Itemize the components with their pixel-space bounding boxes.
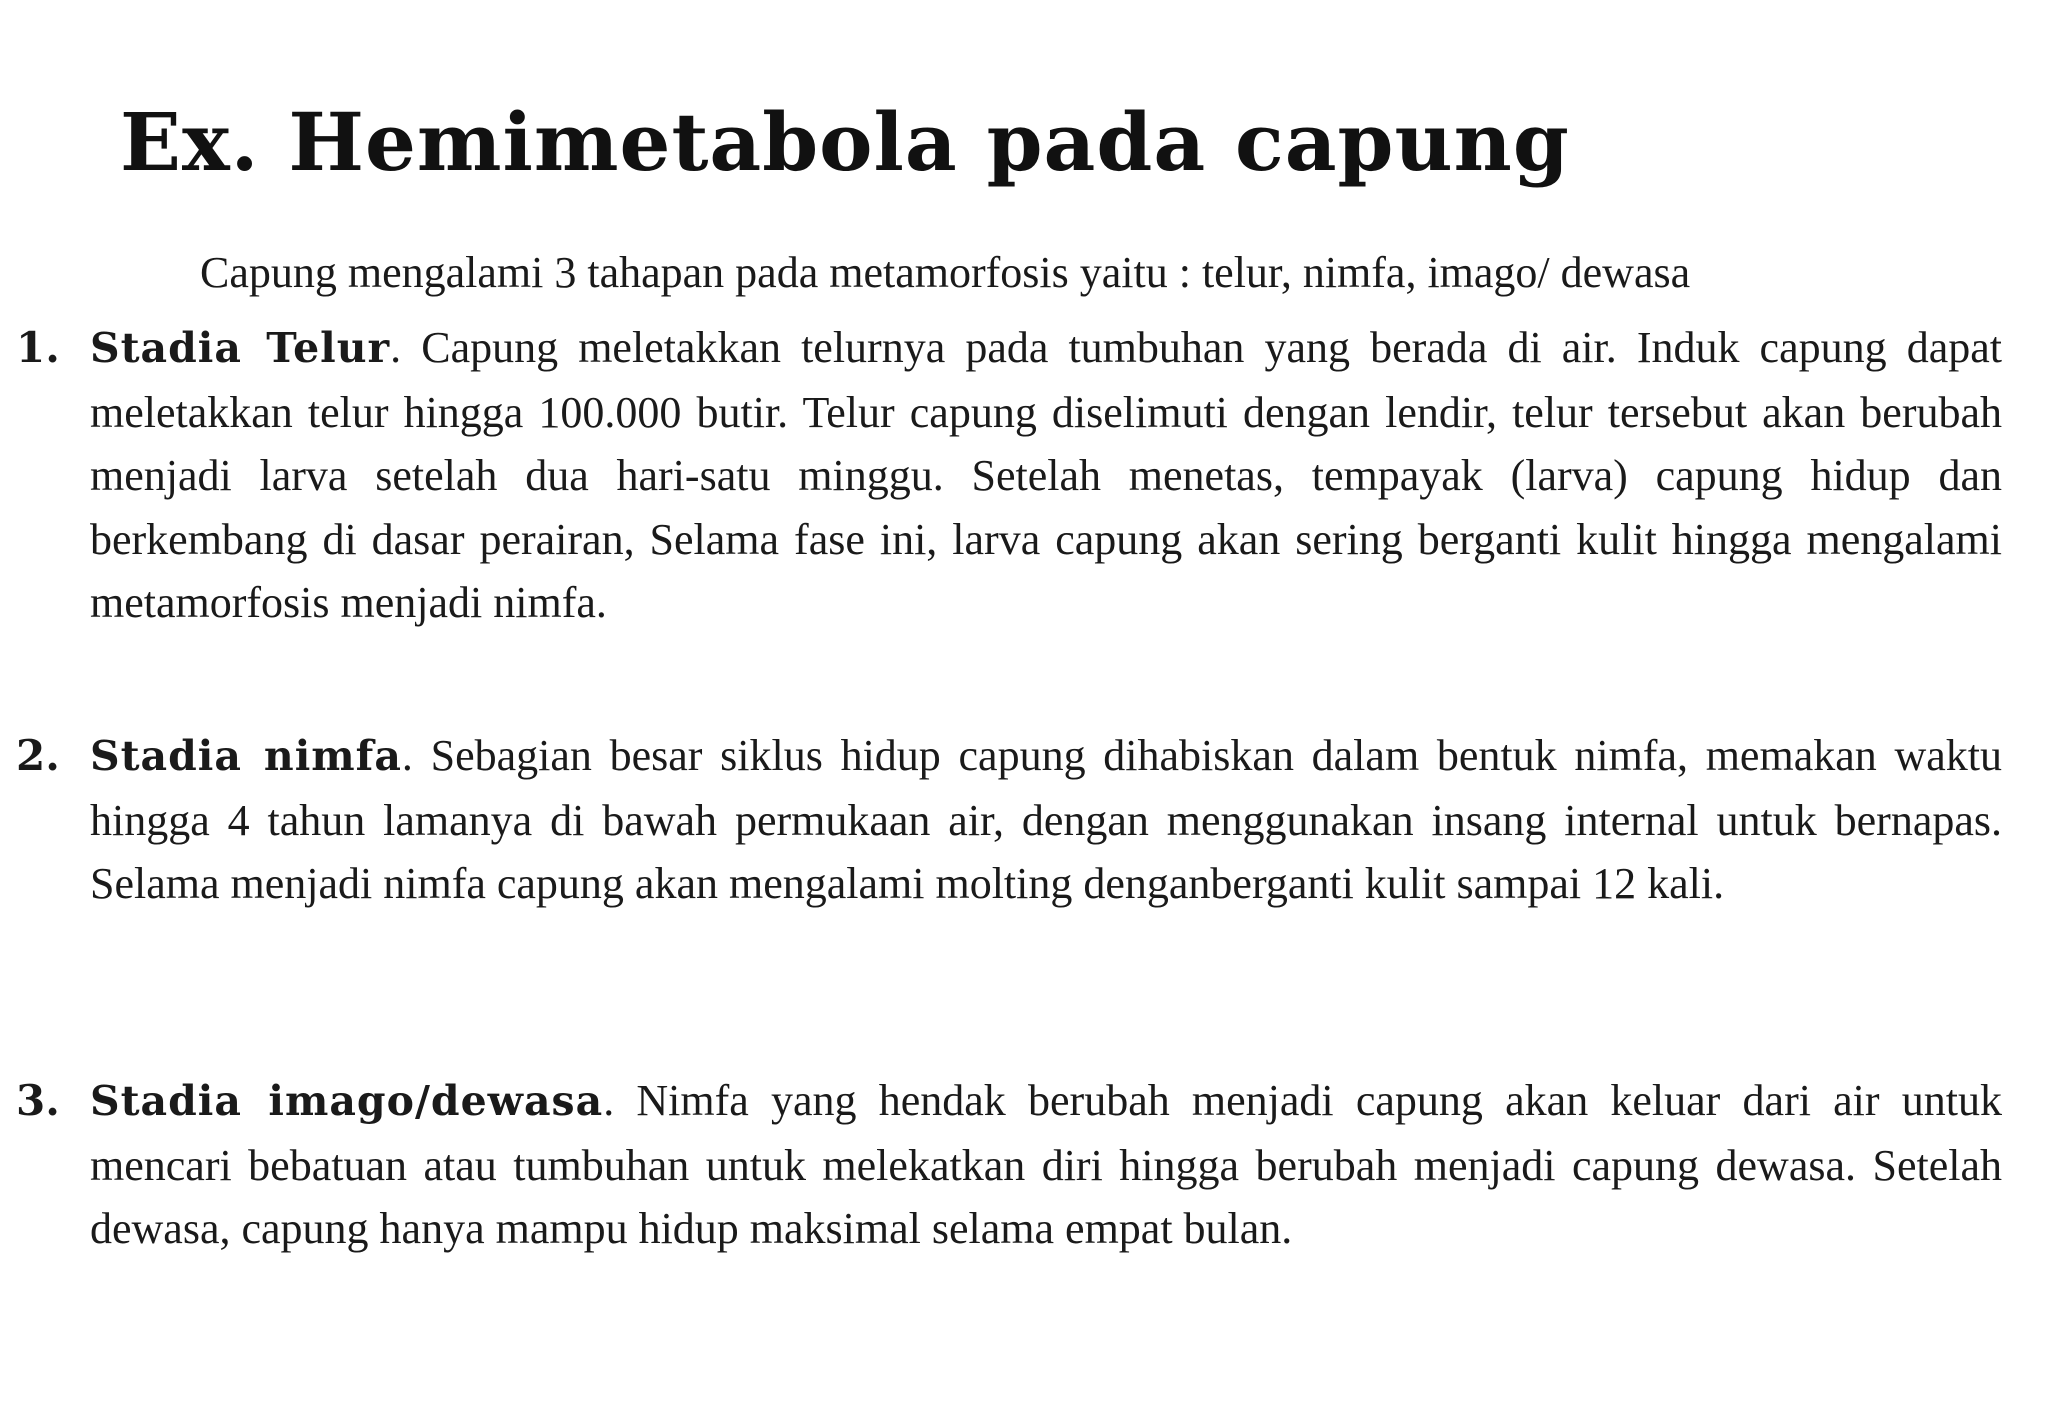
stage-item-imago <box>16 1069 2002 1261</box>
stage-number: 1. <box>16 323 60 372</box>
stage-description: . Capung meletakkan telurnya pada tumbuhan yang berada di air. Induk capung dapat meletakkan telur hingga 100.000 butir. Telur capung diselimuti dengan lendir, telur tersebut akan berubah menjadi larva setelah dua hari-satu minggu. Setelah menetas, tempayak (larva) capung hidup dan berkembang di dasar perairan, Selama fase ini, larva capung akan sering berganti kulit hingga mengalami metamorfosis menjadi nimfa. <box>90 323 2002 627</box>
stage-description: . Nimfa yang hendak berubah menjadi capung akan keluar dari air untuk mencari bebatuan atau tumbuhan untuk melekatkan diri hingga berubah menjadi capung dewasa. Setelah dewasa, capung hanya mampu hidup maksimal selama empat bulan. <box>90 1076 2002 1253</box>
stage-paragraph <box>90 316 2002 635</box>
stage-number: 2. <box>16 731 60 780</box>
stage-heading: Stadia imago/dewasa <box>90 1077 604 1125</box>
stage-number: 3. <box>16 1076 60 1125</box>
stage-heading: Stadia Telur <box>90 324 391 372</box>
stage-paragraph <box>90 724 2002 916</box>
stage-paragraph <box>90 1069 2002 1261</box>
stage-item-nimfa <box>16 724 2002 916</box>
stage-item-telur <box>16 316 2002 635</box>
stage-description: . Sebagian besar siklus hidup capung dihabiskan dalam bentuk nimfa, memakan waktu hingga 4 tahun lamanya di bawah permukaan air, dengan menggunakan insang internal untuk bernapas. Selama menjadi nimfa capung akan mengalami molting denganberganti kulit sampai 12 kali. <box>90 731 2002 908</box>
stage-heading: Stadia nimfa <box>90 732 402 780</box>
page-title: Ex. Hemimetabola pada capung <box>120 95 1570 189</box>
intro-text: Capung mengalami 3 tahapan pada metamorfosis yaitu : telur, nimfa, imago/ dewasa <box>200 248 1691 297</box>
